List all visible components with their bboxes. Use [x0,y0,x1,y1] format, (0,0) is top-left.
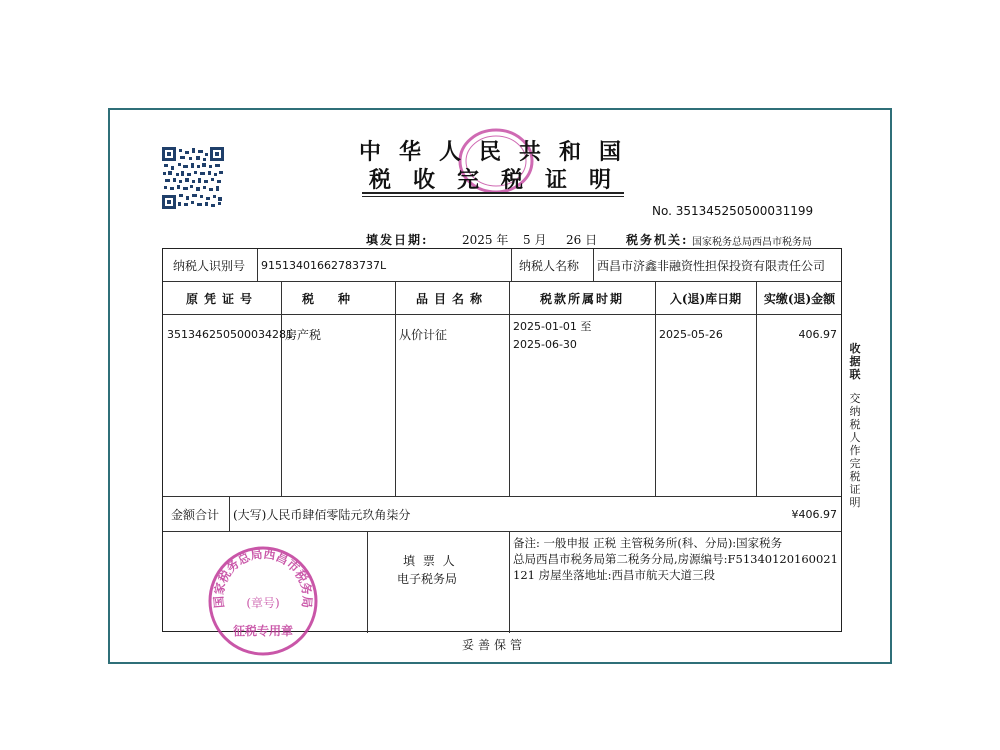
col-divider [511,249,512,281]
remark-line-3: 121 房屋坐落地址:西昌市航天大道三段 [513,568,715,582]
col-divider [593,249,594,281]
taxpayer-name-label: 纳税人名称 [519,259,580,273]
row-voucher: 351346250500034281 [167,328,293,341]
col-header-amount: 实缴(退)金额 [763,292,836,306]
side-label-copy: 收据联 [849,342,861,381]
total-amount-words: (大写)人民币肆佰零陆元玖角柒分 [233,508,411,522]
col-divider [395,281,396,496]
col-divider [655,281,656,496]
remark-line-1: 备注: 一般申报 正税 主管税务所(科、分局):国家税务 [513,536,783,550]
row-item: 从价计征 [399,328,448,342]
col-divider [367,531,368,633]
qr-code [162,147,224,209]
fill-date-day: 26 日 [566,233,598,247]
fill-date-label-text: 填发日期: [366,233,429,247]
side-label-note: 交纳税人作完税证明 [849,392,861,509]
filler-label: 填 票 人 [403,554,457,568]
seal-bottom-text: 征税专用章 [232,624,294,638]
fill-date-year: 2025 年 [462,233,509,247]
col-divider [756,281,757,496]
row-divider [163,314,841,315]
row-period-end: 2025-06-30 [513,338,577,351]
row-period-start: 2025-01-01 至 [513,320,592,333]
seal-middle-text: (章号) [246,596,280,610]
col-header-tax-type: 税种 [301,292,374,306]
col-divider [509,531,510,633]
tax-authority-label-text: 税务机关: [626,233,689,247]
taxpayer-id-label: 纳税人识别号 [173,259,246,273]
tax-authority-label [626,231,688,248]
seal-top-text: 国家税务总局西昌市税务局 [211,546,315,609]
serial-number: No. 351345250500031199 [652,204,814,218]
col-divider [281,281,282,496]
tax-authority-value: 国家税务总局西昌市税务局 [692,237,812,248]
total-amount: ¥406.97 [791,508,837,521]
col-header-period: 税款所属时期 [539,292,624,306]
fill-date-month: 5 月 [523,233,547,247]
row-entry-date: 2025-05-26 [659,328,723,341]
col-divider [229,496,230,531]
taxpayer-name-value: 西昌市济鑫非融资性担保投资有限责任公司 [597,259,826,273]
title-line-2: 税收完税证明 [368,167,633,193]
fill-date-label [366,231,428,248]
row-divider [163,496,841,497]
title-line-1: 中华人民共和国 [358,139,639,165]
row-tax-type: 房产税 [285,328,322,342]
row-divider [163,531,841,532]
col-header-entry-date: 入(退)库日期 [669,292,742,306]
col-header-item: 品目名称 [415,292,488,306]
footer-note: 妥善保管 [462,638,527,652]
row-divider [163,281,841,282]
col-header-voucher: 原凭证号 [185,292,258,306]
taxpayer-id-value: 91513401662783737L [261,259,387,272]
certificate-title [340,138,640,194]
filler-value: 电子税务局 [397,572,458,586]
title-underline [362,192,624,194]
col-divider [509,281,510,496]
remark-line-2: 总局西昌市税务局第二税务分局,房源编号:F51340120160021 [513,552,838,566]
official-tax-seal [206,545,320,657]
total-label: 金额合计 [171,508,220,522]
row-amount: 406.97 [798,328,837,341]
title-underline-thin [362,196,624,197]
col-divider [257,249,258,281]
